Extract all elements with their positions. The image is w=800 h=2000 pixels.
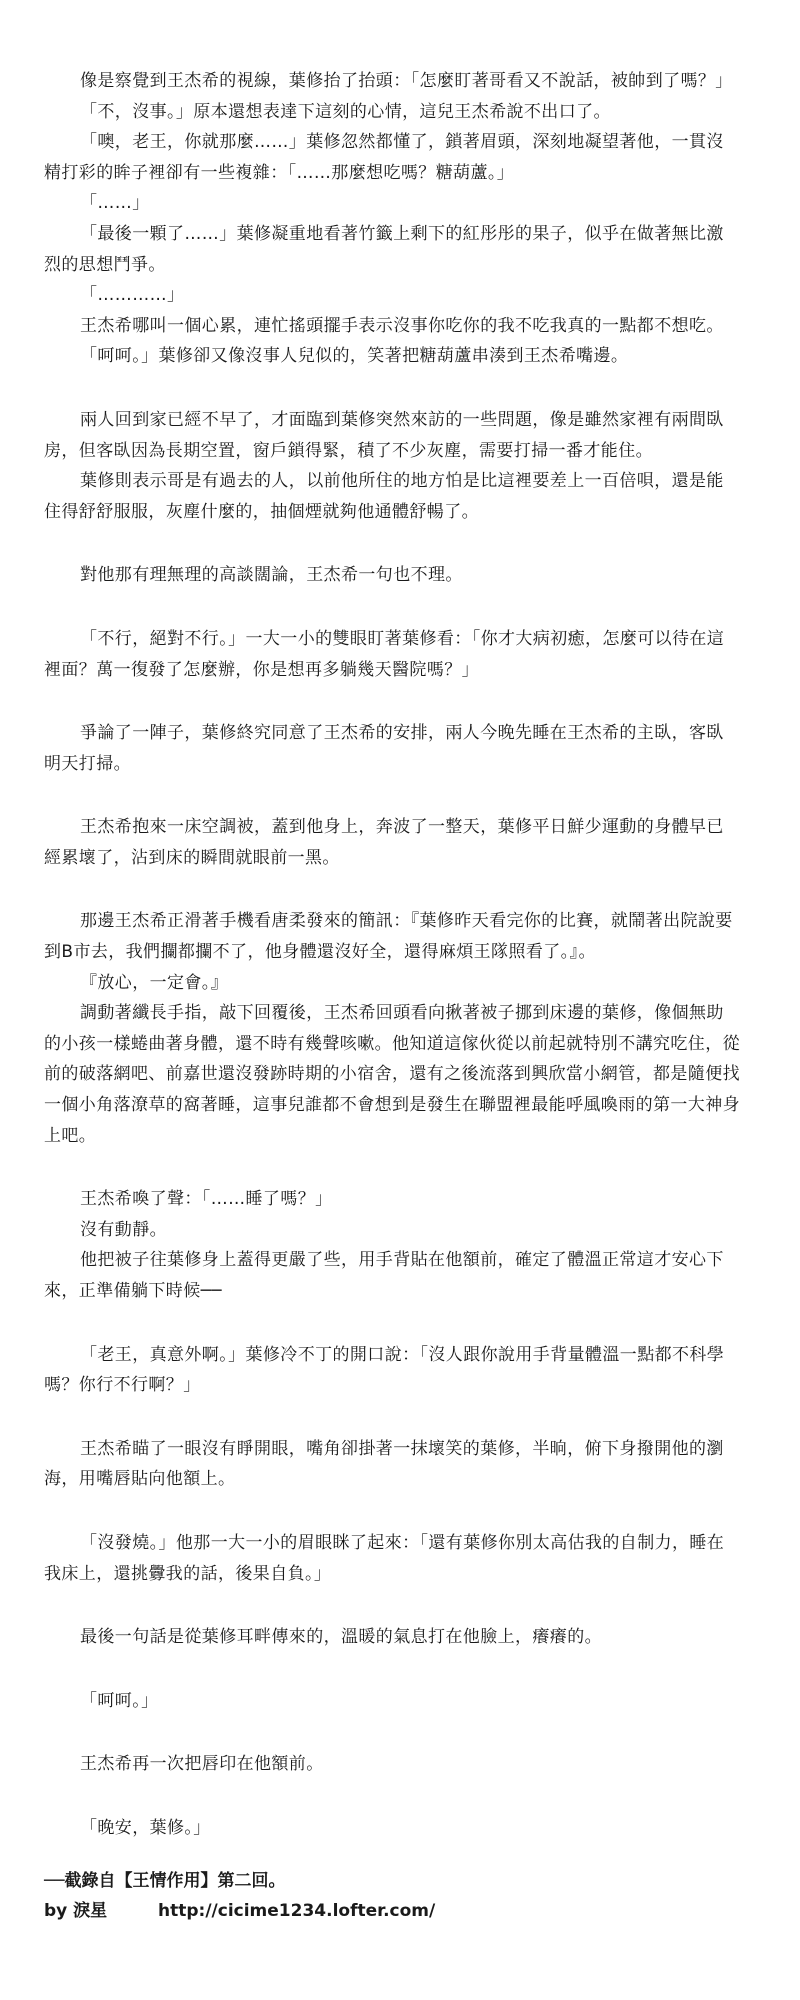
paragraph-gap <box>0 527 800 560</box>
paragraph: 葉修則表示哥是有過去的人，以前他所住的地方怕是比這裡要差上一百倍唄，還是能住得舒舒服服，灰塵什麼的，抽個煙就夠他通體舒暢了。 <box>44 471 724 522</box>
paragraph-gap <box>0 1401 800 1434</box>
paragraph: 王杰希哪叫一個心累，連忙搖頭擺手表示沒事你吃你的我不吃我真的一點都不想吃。 <box>80 315 724 336</box>
paragraph: 對他那有理無理的高談闊論，王杰希一句也不理。 <box>80 565 463 586</box>
paragraph: 沒有動靜。 <box>80 1219 167 1240</box>
paragraph: 「…………」 <box>80 285 185 306</box>
paragraph: 那邊王杰希正滑著手機看唐柔發來的簡訊：『葉修昨天看完你的比賽，就鬧著出院說要到B市去，我們攔都攔不了，他身體還沒好全，還得麻煩王隊照看了。』。 <box>44 911 733 963</box>
paragraph: 「晚安，葉修。」 <box>80 1817 211 1838</box>
paragraph: 兩人回到家已經不早了，才面臨到葉修突然來訪的一些問題，像是雖然家裡有兩間臥房，但客臥因為長期空置，窗戶鎖得緊，積了不少灰塵，需要打掃一番才能住。 <box>44 409 724 461</box>
paragraph: 王杰希抱來一床空調被，蓋到他身上，奔波了一整天，葉修平日鮮少運動的身體早已經累壞了，沾到床的瞬間就眼前一黑。 <box>44 817 724 868</box>
paragraph: 「不，沒事。」原本還想表達下這刻的心情，這兒王杰希說不出口了。 <box>80 101 611 122</box>
paragraph-gap <box>0 1780 800 1813</box>
paragraph-gap <box>0 372 800 405</box>
story-text <box>0 66 800 1844</box>
paragraph: 「最後一顆了……」葉修凝重地看著竹籤上剩下的紅彤彤的果子，似乎在做著無比激烈的思想鬥爭。 <box>44 223 724 275</box>
paragraph: 爭論了一陣子，葉修終究同意了王杰希的安排，兩人今晚先睡在王杰希的主臥，客臥明天打掃。 <box>44 723 724 774</box>
paragraph: 他把被子往葉修身上蓋得更嚴了些，用手背貼在他額前，確定了體溫正常這才安心下來，正準備躺下時候── <box>44 1250 724 1301</box>
paragraph-gap <box>0 1151 800 1184</box>
paragraph-gap <box>0 1716 800 1749</box>
paragraph: 像是察覺到王杰希的視線，葉修抬了抬頭：「怎麼盯著哥看又不說話，被帥到了嗎？」 <box>80 71 733 91</box>
paragraph: 『放心，一定會。』 <box>80 972 229 993</box>
paragraph: 「呵呵。」葉修卻又像沒事人兒似的，笑著把糖葫蘆串湊到王杰希嘴邊。 <box>80 346 629 367</box>
paragraph: 「不行，絕對不行。」一大一小的雙眼盯著葉修看：「你才大病初癒，怎麼可以待在這裡面？萬一復發了怎麼辦，你是想再多躺幾天醫院嗎？」 <box>44 628 725 680</box>
paragraph-gap <box>0 779 800 812</box>
paragraph: 「噢，老王，你就那麼……」葉修忽然都懂了，鎖著眉頭，深刻地凝望著他，一貫沒精打彩的眸子裡卻有一些複雜：「……那麼想吃嗎？糖葫蘆。」 <box>44 132 724 183</box>
paragraph: 最後一句話是從葉修耳畔傳來的，溫暖的氣息打在他臉上，癢癢的。 <box>80 1627 602 1648</box>
paragraph: 「沒發燒。」他那一大一小的眉眼眯了起來：「還有葉修你別太高估我的自制力，睡在我床上，還挑釁我的話，後果自負。」 <box>44 1532 725 1584</box>
credits-footer <box>0 1866 800 1926</box>
author-url: http://cicime1234.lofter.com/ <box>158 1900 436 1921</box>
paragraph: 王杰希瞄了一眼沒有睜開眼，嘴角卻掛著一抹壞笑的葉修，半晌，俯下身撥開他的瀏海，用嘴唇貼向他額上。 <box>44 1438 724 1490</box>
paragraph: 王杰希再一次把唇印在他額前。 <box>80 1754 324 1775</box>
paragraph-gap <box>0 1495 800 1528</box>
paragraph-gap <box>0 1307 800 1340</box>
paragraph: 「……」 <box>80 193 150 214</box>
author-line <box>44 1896 800 1926</box>
paragraph-gap <box>0 873 800 906</box>
paragraph-gap <box>0 685 800 718</box>
paragraph-gap <box>0 591 800 624</box>
paragraph: 王杰希喚了聲：「……睡了嗎？」 <box>80 1189 333 1210</box>
source-note: ──截錄自【王情作用】第二回。 <box>44 1870 286 1891</box>
paragraph: 「呵呵。」 <box>80 1690 159 1711</box>
paragraph: 「老王，真意外啊。」葉修冷不丁的開口說：「沒人跟你說用手背量體溫一點都不科學嗎？你行不行啊？」 <box>44 1344 725 1396</box>
author-name: by 淚星 <box>44 1900 108 1921</box>
paragraph-gap <box>0 1589 800 1622</box>
paragraph-gap <box>0 1653 800 1686</box>
paragraph: 調動著纖長手指，敲下回覆後，王杰希回頭看向揪著被子挪到床邊的葉修，像個無助的小孩一樣蜷曲著身體，還不時有幾聲咳嗽。他知道這傢伙從以前起就特別不講究吃住，從前的破落網吧、前嘉世還沒發跡時期的小宿舍，還有之後流落到興欣當小網管，都是隨便找一個小角落潦草的窩著睡，這事兒誰都不會想到是發生在聯盟裡最能呼風喚雨的第一大神身上吧。 <box>44 1003 740 1146</box>
